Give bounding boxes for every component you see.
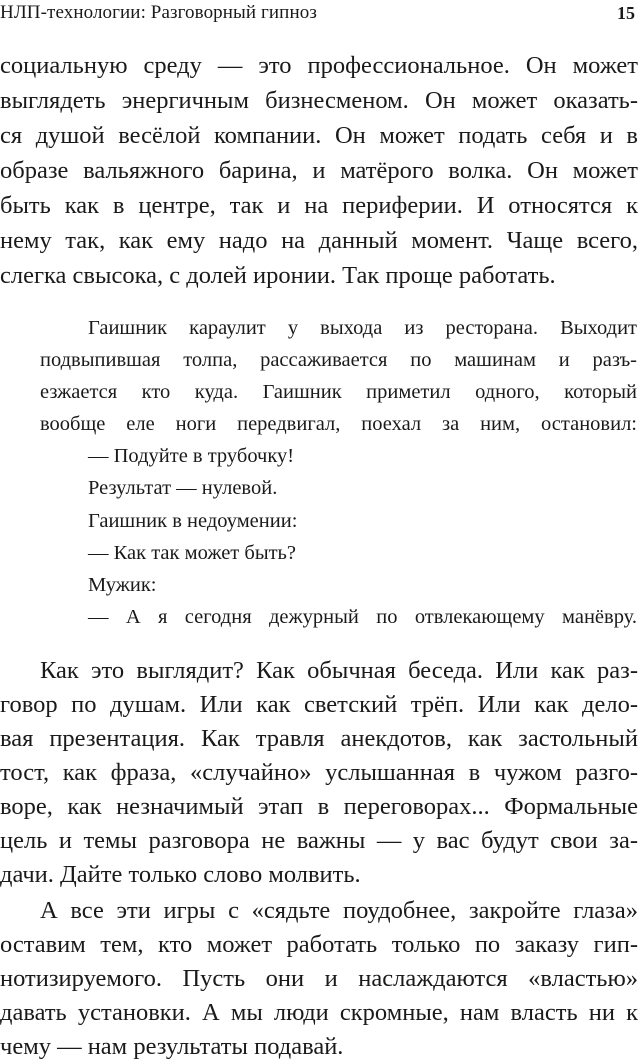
text-line: чему — нам результаты подавай.	[0, 1033, 344, 1060]
text-line: оставим тем, кто может работать только по заказу гип-	[0, 931, 638, 958]
running-title: НЛП-технологии: Разговорный гипноз	[0, 2, 317, 23]
dialogue-line: — А я сегодня дежурный по отвлекающему манёвру.	[88, 606, 637, 628]
text-line: образе вальяжного барина, и матёрого волка. Он может	[0, 157, 638, 184]
running-header	[0, 2, 639, 28]
anecdote-line: Гаишник караулит у выхода из ресторана. Выходит	[88, 317, 637, 339]
text-line: А все эти игры с «сядьте поудобнее, закройте глаза»	[40, 897, 638, 924]
text-line: давать установки. А мы люди скромные, нам власть ни к	[0, 999, 638, 1026]
text-line: воре, как незначимый этап в переговорах... Формальные	[0, 793, 638, 820]
anecdote-line: вообще еле ноги передвигал, поехал за ним, остановил:	[40, 413, 637, 435]
dialogue-line: — Подуйте в трубочку!	[88, 445, 295, 467]
anecdote-line: езжается кто куда. Гаишник приметил одного, который	[40, 381, 637, 403]
anecdote-line: подвыпившая толпа, рассаживается по машинам и разъ-	[40, 349, 637, 371]
text-line: ся душой весёлой компании. Он может подать себя и в	[0, 122, 638, 149]
text-line: нему так, как ему надо на данный момент. Чаще всего,	[0, 227, 638, 254]
text-line: тост, как фраза, «случайно» услышанная в чужом разго-	[0, 759, 638, 786]
dialogue-line: — Как так может быть?	[88, 542, 297, 564]
text-line: нотизируемого. Пусть они и наслаждаются «властью»	[0, 965, 638, 992]
text-line: выглядеть энергичным бизнесменом. Он может оказать-	[0, 87, 638, 114]
page-number: 15	[617, 3, 635, 23]
text-line: быть как в центре, так и на периферии. И относятся к	[0, 192, 638, 219]
dialogue-line: Результат — нулевой.	[88, 477, 278, 499]
dialogue-line: Гаишник в недоумении:	[88, 510, 298, 532]
text-line: дачи. Дайте только слово молвить.	[0, 861, 361, 888]
text-line: Как это выглядит? Как обычная беседа. Или как раз-	[40, 657, 638, 684]
text-line: цель и темы разговора не важны — у вас будут свои за-	[0, 827, 638, 854]
text-line: вая презентация. Как травля анекдотов, как застольный	[0, 725, 638, 752]
dialogue-line: Мужик:	[88, 574, 157, 596]
text-line: говор по душам. Или как светский трёп. Или как дело-	[0, 691, 638, 718]
text-line: социальную среду — это профессиональное. Он может	[0, 52, 638, 79]
text-line: слегка свысока, с долей иронии. Так проще работать.	[0, 262, 556, 289]
